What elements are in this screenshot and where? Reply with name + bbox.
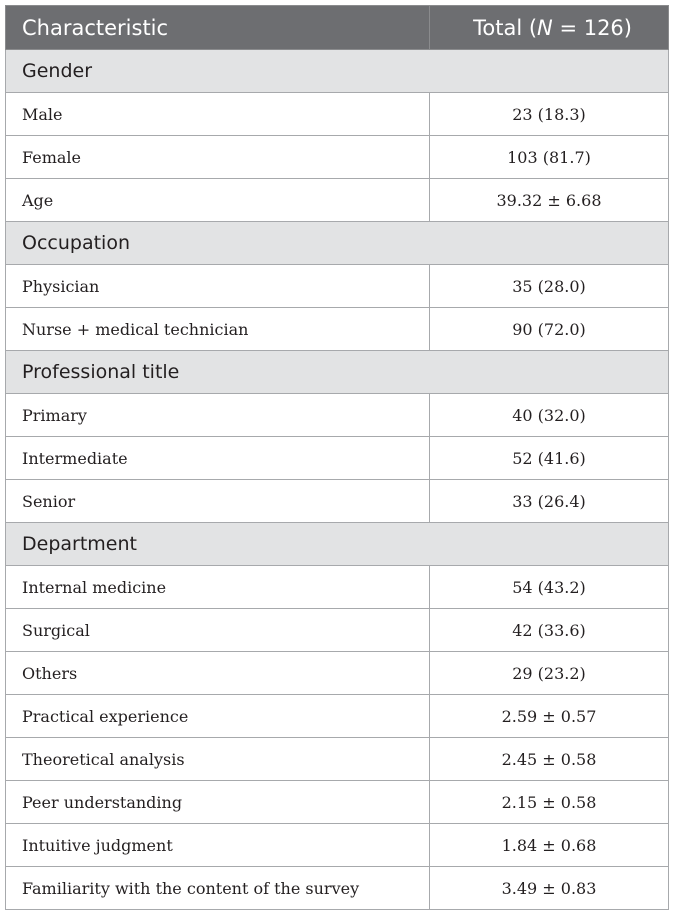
table-row [6,652,669,695]
row-value: 42 (33.6) [430,609,669,652]
row-value: 54 (43.2) [430,566,669,609]
row-value: 40 (32.0) [430,394,669,437]
header-total-n: N [537,15,553,40]
table-row [6,738,669,781]
table-row [6,265,669,308]
table-row [6,566,669,609]
table-row [6,609,669,652]
table-row [6,480,669,523]
row-value: 29 (23.2) [430,652,669,695]
row-value: 2.59 ± 0.57 [430,695,669,738]
table-row [6,308,669,351]
row-value: 90 (72.0) [430,308,669,351]
row-value: 35 (28.0) [430,265,669,308]
section-label: Professional title [6,351,669,394]
table-row [6,437,669,480]
row-label: Male [6,93,430,136]
table-row [6,394,669,437]
table-row [6,824,669,867]
section-label: Gender [6,50,669,93]
header-characteristic: Characteristic [6,6,430,50]
section-row [6,222,669,265]
characteristics-table [5,5,669,910]
row-label: Internal medicine [6,566,430,609]
row-label: Age [6,179,430,222]
table-header [6,6,669,50]
table-row [6,695,669,738]
section-label: Department [6,523,669,566]
row-label: Peer understanding [6,781,430,824]
header-total-prefix: Total ( [473,15,538,40]
row-value: 2.15 ± 0.58 [430,781,669,824]
row-label: Intermediate [6,437,430,480]
table-row [6,867,669,910]
header-row [6,6,669,50]
table-body [6,50,669,910]
row-label: Female [6,136,430,179]
row-label: Nurse + medical technician [6,308,430,351]
table-row [6,93,669,136]
row-value: 23 (18.3) [430,93,669,136]
table-row [6,781,669,824]
table-row [6,136,669,179]
row-label: Intuitive judgment [6,824,430,867]
header-total-suffix: = 126) [552,15,632,40]
section-label: Occupation [6,222,669,265]
row-label: Physician [6,265,430,308]
row-value: 52 (41.6) [430,437,669,480]
row-value: 1.84 ± 0.68 [430,824,669,867]
header-total [430,6,669,50]
row-value: 39.32 ± 6.68 [430,179,669,222]
row-label: Practical experience [6,695,430,738]
row-value: 103 (81.7) [430,136,669,179]
row-label: Primary [6,394,430,437]
table-row [6,179,669,222]
row-label: Surgical [6,609,430,652]
row-label: Theoretical analysis [6,738,430,781]
section-row [6,50,669,93]
row-value: 2.45 ± 0.58 [430,738,669,781]
section-row [6,351,669,394]
row-label: Familiarity with the content of the survey [6,867,430,910]
row-label: Others [6,652,430,695]
section-row [6,523,669,566]
row-value: 3.49 ± 0.83 [430,867,669,910]
row-label: Senior [6,480,430,523]
row-value: 33 (26.4) [430,480,669,523]
